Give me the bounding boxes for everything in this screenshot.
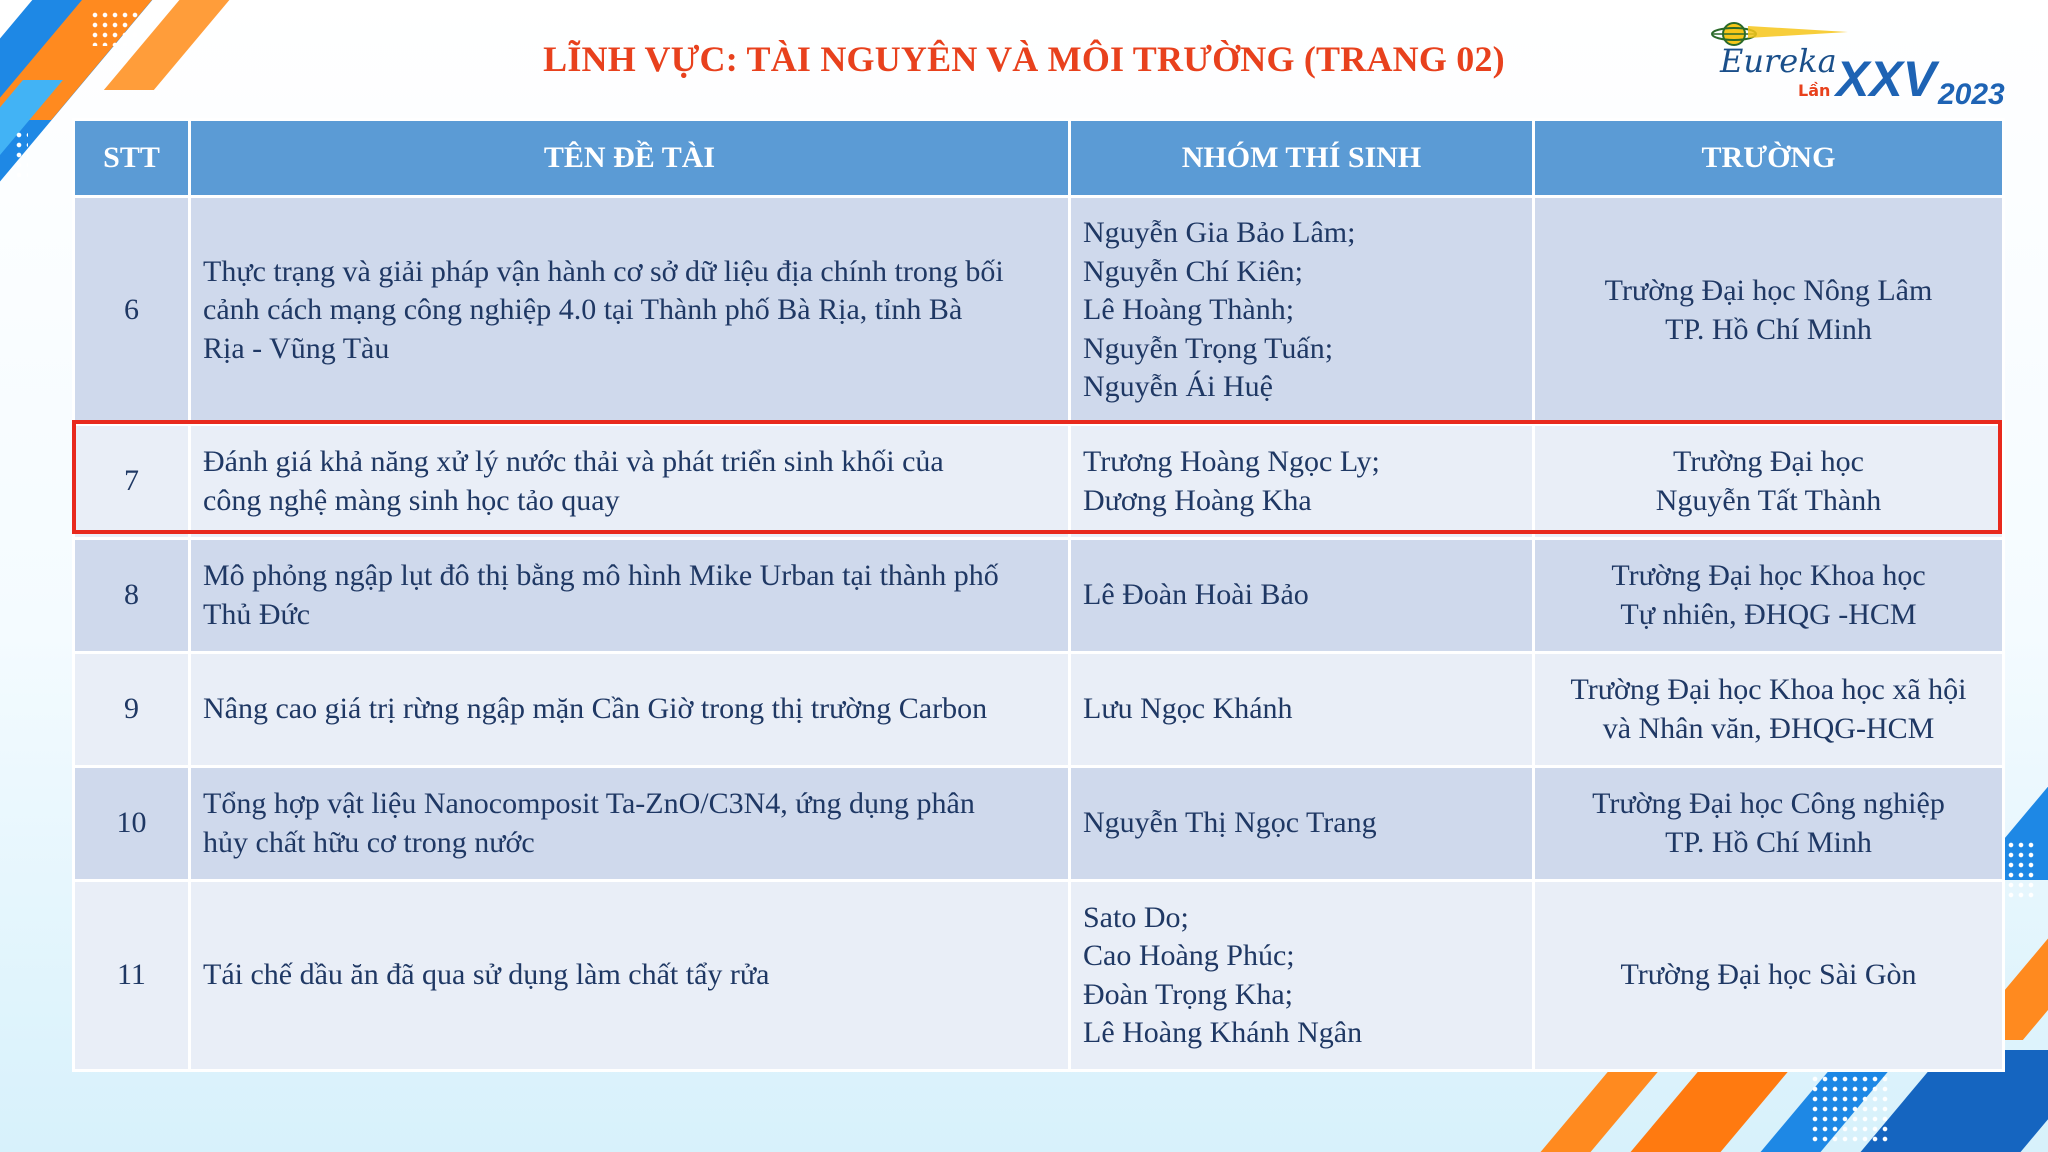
row-stt: 6	[74, 197, 190, 425]
header-stt: STT	[74, 120, 190, 197]
row-topic	[190, 425, 1070, 539]
member-name: Nguyễn Trọng Tuấn;	[1083, 331, 1334, 365]
topic-line: Tổng hợp vật liệu Nanocomposit Ta-ZnO/C3N4, ứng dụng phân	[203, 787, 975, 820]
row-group	[1070, 539, 1534, 653]
eureka-logo	[1708, 12, 2008, 112]
member-name: Đoàn Trọng Kha;	[1083, 977, 1294, 1011]
member-name: Lê Hoàng Thành;	[1083, 293, 1295, 327]
school-line: Trường Đại học Sài Gòn	[1620, 958, 1917, 992]
topic-line: Mô phỏng ngập lụt đô thị bằng mô hình Mike Urban tại thành phố	[203, 559, 999, 592]
row-group	[1070, 653, 1534, 767]
topic-line: Đánh giá khả năng xử lý nước thải và phát triển sinh khối của	[203, 445, 944, 478]
row-group	[1070, 881, 1534, 1071]
row-group	[1070, 425, 1534, 539]
logo-roman: XXV	[1836, 51, 1937, 107]
table-row	[74, 881, 2004, 1071]
member-name: Sato Do;	[1083, 900, 1189, 934]
school-line: Trường Đại học Khoa học	[1611, 559, 1926, 592]
row-stt: 8	[74, 539, 190, 653]
table-row	[74, 653, 2004, 767]
row-group	[1070, 197, 1534, 425]
row-school	[1534, 197, 2004, 425]
school-line: Trường Đại học Công nghiệp	[1592, 787, 1945, 820]
logo-script: Eureka	[1720, 42, 1837, 80]
page-title: LĨNH VỰC: TÀI NGUYÊN VÀ MÔI TRƯỜNG (TRANG 02)	[543, 39, 1505, 79]
topic-line: công nghệ màng sinh học tảo quay	[203, 483, 620, 517]
member-name: Nguyễn Ái Huệ	[1083, 370, 1273, 404]
member-name: Lê Hoàng Khánh Ngân	[1083, 1016, 1363, 1049]
member-name: Nguyễn Chí Kiên;	[1083, 254, 1303, 288]
row-school	[1534, 767, 2004, 881]
school-line: TP. Hồ Chí Minh	[1665, 825, 1872, 859]
row-stt: 10	[74, 767, 190, 881]
row-topic	[190, 197, 1070, 425]
school-line: và Nhân văn, ĐHQG-HCM	[1602, 711, 1935, 745]
school-line: Trường Đại học Khoa học xã hội	[1570, 673, 1967, 706]
row-topic	[190, 767, 1070, 881]
row-topic	[190, 653, 1070, 767]
school-line: TP. Hồ Chí Minh	[1665, 312, 1872, 346]
school-line: Trường Đại học	[1672, 445, 1864, 478]
topic-line: Nâng cao giá trị rừng ngập mặn Cần Giờ trong thị trường Carbon	[203, 692, 988, 726]
member-name: Cao Hoàng Phúc;	[1083, 939, 1295, 972]
row-topic	[190, 881, 1070, 1071]
topic-line: Tái chế dầu ăn đã qua sử dụng làm chất tẩy rửa	[203, 958, 770, 992]
member-name: Dương Hoàng Kha	[1083, 483, 1312, 517]
table-row	[74, 767, 2004, 881]
header-group: NHÓM THÍ SINH	[1070, 120, 1534, 197]
school-line: Nguyễn Tất Thành	[1655, 483, 1882, 517]
topic-line: Thực trạng và giải pháp vận hành cơ sở dữ liệu địa chính trong bối	[203, 254, 1004, 288]
row-school	[1534, 881, 2004, 1071]
table-row	[74, 197, 2004, 425]
header-topic: TÊN ĐỀ TÀI	[190, 120, 1070, 197]
topic-line: Rịa - Vũng Tàu	[203, 331, 390, 365]
header-school: TRƯỜNG	[1534, 120, 2004, 197]
topic-line: hủy chất hữu cơ trong nước	[203, 825, 535, 859]
row-group	[1070, 767, 1534, 881]
atom-globe-icon	[1708, 12, 2008, 112]
topic-line: cảnh cách mạng công nghiệp 4.0 tại Thành phố Bà Rịa, tỉnh Bà	[203, 293, 963, 327]
topic-line: Thủ Đức	[203, 597, 311, 631]
row-topic	[190, 539, 1070, 653]
table-header-row	[74, 120, 2004, 197]
member-name: Lê Đoàn Hoài Bảo	[1083, 578, 1309, 612]
logo-lan: Lần	[1798, 81, 1831, 100]
row-school	[1534, 653, 2004, 767]
member-name: Nguyễn Thị Ngọc Trang	[1083, 806, 1377, 840]
topics-table	[72, 118, 2005, 1072]
logo-year: 2023	[1938, 78, 2005, 111]
row-stt: 11	[74, 881, 190, 1071]
table-row	[74, 425, 2004, 539]
member-name: Lưu Ngọc Khánh	[1083, 692, 1293, 726]
member-name: Nguyễn Gia Bảo Lâm;	[1083, 216, 1356, 250]
school-line: Trường Đại học Nông Lâm	[1604, 274, 1933, 307]
table-row	[74, 539, 2004, 653]
member-name: Trương Hoàng Ngọc Ly;	[1083, 445, 1380, 478]
row-school	[1534, 425, 2004, 539]
school-line: Tự nhiên, ĐHQG -HCM	[1620, 597, 1917, 631]
row-stt: 9	[74, 653, 190, 767]
row-stt: 7	[74, 425, 190, 539]
row-school	[1534, 539, 2004, 653]
